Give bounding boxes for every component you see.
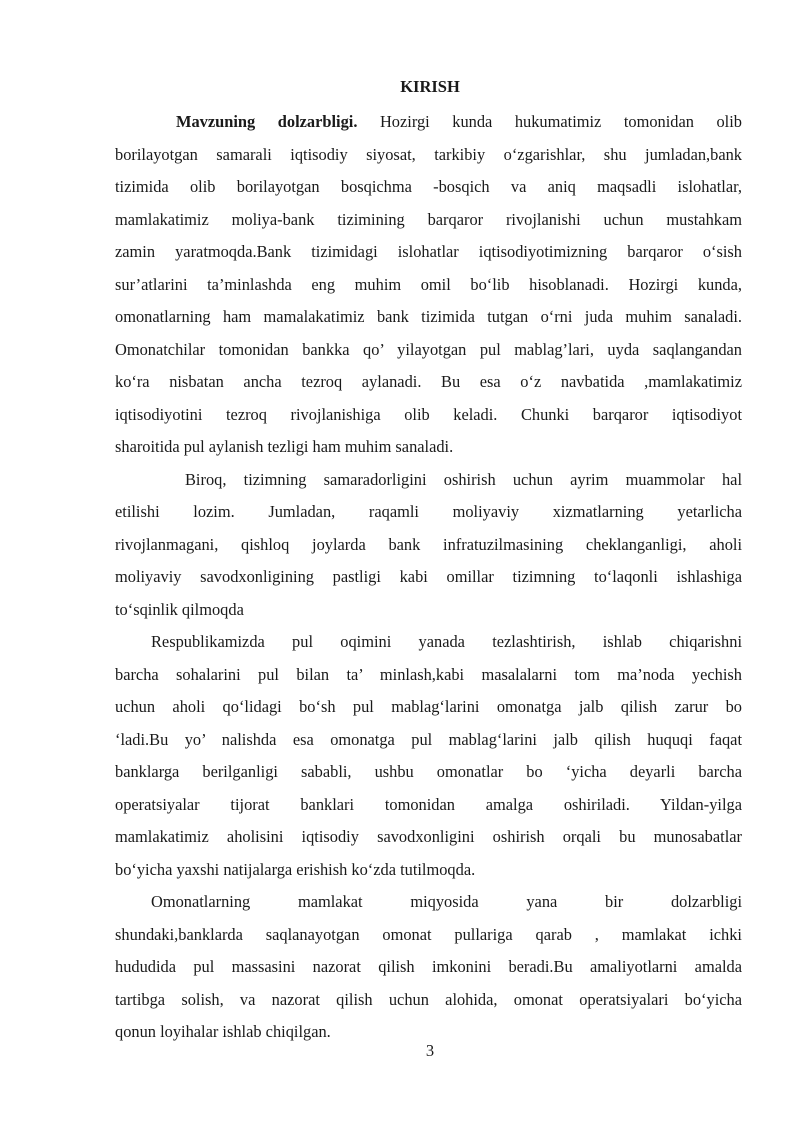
- text-line: mamlakatimiz aholisini iqtisodiy savodxonligini oshirish orqali bu munosabatlar: [115, 827, 742, 846]
- text-line: Respublikamizda pul oqimini yanada tezlashtirish, ishlab chiqarishni: [151, 632, 742, 651]
- paragraph-2: [115, 464, 742, 627]
- text-line: omonatlarning ham mamalakatimiz bank tizimida tutgan o‘rni juda muhim sanaladi.: [115, 307, 742, 326]
- text-line: uchun aholi qo‘lidagi bo‘sh pul mablag‘larini omonatga jalb qilish zarur bo: [115, 697, 742, 716]
- text-line: etilishi lozim. Jumladan, raqamli moliyaviy xizmatlarning yetarlicha: [115, 502, 742, 521]
- text-line: sur’atlarini ta’minlashda eng muhim omil bo‘lib hisoblanadi. Hozirgi kunda,: [115, 274, 742, 294]
- paragraph-3: [115, 626, 742, 886]
- text-line: qonun loyihalar ishlab chiqilgan.: [115, 1022, 331, 1041]
- text-line: [115, 106, 742, 139]
- text-span: Hozirgi kunda hukumatimiz tomonidan olib: [357, 112, 742, 131]
- text-line: zamin yaratmoqda.Bank tizimidagi islohatlar iqtisodiyotimizning barqaror o‘sish: [115, 242, 742, 261]
- paragraph-1: [115, 106, 742, 464]
- page-number: 3: [425, 1041, 435, 1060]
- text-line: tartibga solish, va nazorat qilish uchun alohida, omonat operatsiyalari bo‘yicha: [115, 989, 742, 1009]
- text-line: ‘ladi.Bu yo’ nalishda esa omonatga pul mablag‘larini jalb qilish huquqi faqat: [115, 729, 742, 749]
- paragraph-4: [115, 886, 742, 1049]
- text-line: Omonatchilar tomonidan bankka qo’ yilayotgan pul mablag’lari, uyda saqlangandan: [115, 339, 742, 359]
- text-line: operatsiyalar tijorat banklari tomonidan amalga oshiriladi. Yildan-yilga: [115, 794, 742, 814]
- text-line: barcha sohalarini pul bilan ta’ minlash,kabi masalalarni tom ma’noda yechish: [115, 664, 742, 684]
- text-line: bo‘yicha yaxshi natijalarga erishish ko‘zda tutilmoqda.: [115, 859, 476, 879]
- document-body: [115, 106, 742, 1049]
- text-line: banklarga berilganligi sababli, ushbu omonatlar bo ‘yicha deyarli barcha: [115, 762, 742, 781]
- text-line: Biroq, tizimning samaradorligini oshirish uchun ayrim muammolar hal: [185, 469, 742, 489]
- text-line: ko‘ra nisbatan ancha tezroq aylanadi. Bu esa o‘z navbatida ,mamlakatimiz: [115, 372, 742, 391]
- text-line: hududida pul massasini nazorat qilish imkonini beradi.Bu amaliyotlarni amalda: [115, 957, 742, 976]
- text-line: sharoitida pul aylanish tezligi ham muhim sanaladi.: [115, 437, 454, 456]
- text-line: shundaki,banklarda saqlanayotgan omonat pullariga qarab , mamlakat ichki: [115, 924, 742, 944]
- page-title: KIRISH: [400, 77, 460, 96]
- text-line: mamlakatimiz moliya-bank tizimining barqaror rivojlanishi uchun mustahkam: [115, 209, 742, 229]
- text-line: iqtisodiyotini tezroq rivojlanishiga olib keladi. Chunki barqaror iqtisodiyot: [115, 404, 742, 424]
- text-line: moliyaviy savodxonligining pastligi kabi omillar tizimning to‘laqonli ishlashiga: [115, 567, 742, 586]
- text-line: rivojlanmagani, qishloq joylarda bank infratuzilmasining cheklanganligi, aholi: [115, 534, 742, 554]
- text-line: to‘sqinlik qilmoqda: [115, 599, 244, 619]
- text-line: tizimida olib borilayotgan bosqichma -bosqich va aniq maqsadli islohatlar,: [115, 177, 742, 196]
- text-line: Omonatlarning mamlakat miqyosida yana bir dolzarbligi: [151, 892, 742, 911]
- section-lead: Mavzuning dolzarbligi.: [176, 112, 358, 131]
- text-line: borilayotgan samarali iqtisodiy siyosat, tarkibiy o‘zgarishlar, shu jumladan,bank: [115, 144, 742, 164]
